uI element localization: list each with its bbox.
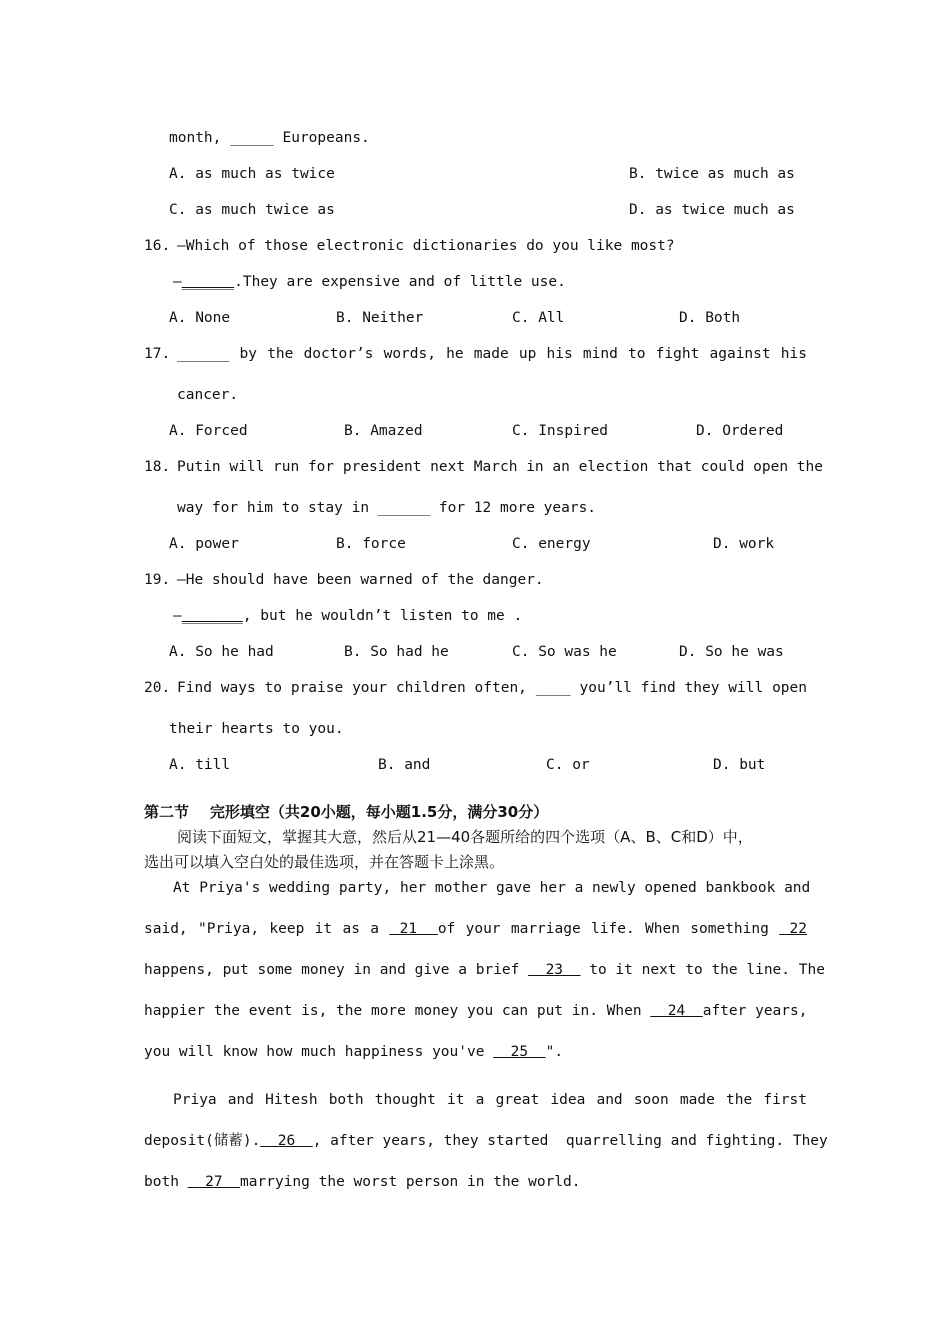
q16-option-b[interactable]: B. Neither [336, 310, 424, 326]
passage-line: happier the event is, the more money you can put in. When 24 after years, [144, 1003, 808, 1019]
q17-number: 17. [144, 346, 171, 362]
passage-line: happens, put some money in and give a brief 23 to it next to the line. The [144, 962, 825, 978]
q18-number: 18. [144, 459, 171, 475]
blank-24: 24 [650, 1003, 703, 1019]
instructions-line-1: 阅读下面短文，掌握其大意，然后从21—40各题所给的四个选项（A、B、C和D）中， [177, 828, 753, 846]
q16-option-c[interactable]: C. All [512, 310, 565, 326]
q19-blank: _______ [181, 608, 243, 624]
q19-option-c[interactable]: C. So was he [512, 644, 617, 660]
passage-line: deposit(储蓄). 26 , after years, they started quarrelling and fighting. They [144, 1133, 828, 1149]
q19-answer-line [173, 606, 522, 626]
q18-option-c[interactable]: C. energy [512, 536, 591, 552]
q19-dash: — [173, 608, 182, 624]
section-heading: 第二节 完形填空（共20小题，每小题1.5分，满分30分） [144, 803, 549, 821]
q15-continuation: month, _____ Europeans. [169, 130, 370, 146]
q19-number: 19. [144, 572, 171, 588]
q16-rest: .They are expensive and of little use. [234, 274, 566, 290]
q17-stem: ______ by the doctor’s words, he made up his mind to fight against his [177, 346, 807, 362]
q20-stem: Find ways to praise your children often, ____ you’ll find they will open [177, 680, 807, 696]
q19-option-a[interactable]: A. So he had [169, 644, 274, 660]
passage-line: both 27 marrying the worst person in the world. [144, 1174, 581, 1190]
q19-option-d[interactable]: D. So he was [679, 644, 784, 660]
q18-option-b[interactable]: B. force [336, 536, 406, 552]
q17-option-d[interactable]: D. Ordered [696, 423, 784, 439]
q20-option-d[interactable]: D. but [713, 757, 766, 773]
blank-23: 23 [528, 962, 581, 978]
passage-line: At Priya's wedding party, her mother gave her a newly opened bankbook and [173, 880, 811, 896]
q16-number: 16. [144, 238, 171, 254]
q20-option-c[interactable]: C. or [546, 757, 590, 773]
q20-number: 20. [144, 680, 171, 696]
q19-option-b[interactable]: B. So had he [344, 644, 449, 660]
q20-continuation: their hearts to you. [169, 721, 344, 737]
q16-stem: —Which of those electronic dictionaries do you like most? [177, 238, 675, 254]
q16-dash: — [173, 274, 182, 290]
q15-option-b[interactable]: B. twice as much as [629, 166, 795, 182]
q16-blank: ______ [181, 274, 235, 290]
q20-option-a[interactable]: A. till [169, 757, 231, 773]
q17-option-a[interactable]: A. Forced [169, 423, 248, 439]
q17-continuation: cancer. [177, 387, 239, 403]
q18-option-d[interactable]: D. work [713, 536, 775, 552]
passage-line: you will know how much happiness you've 25 ". [144, 1044, 564, 1060]
q19-stem: —He should have been warned of the danger. [177, 572, 544, 588]
q18-option-a[interactable]: A. power [169, 536, 239, 552]
q15-option-d[interactable]: D. as twice much as [629, 202, 795, 218]
q16-option-a[interactable]: A. None [169, 310, 231, 326]
q17-option-b[interactable]: B. Amazed [344, 423, 423, 439]
q20-option-b[interactable]: B. and [378, 757, 431, 773]
blank-21: 21 [389, 921, 438, 937]
q18-continuation: way for him to stay in ______ for 12 more years. [177, 500, 597, 516]
q16-option-d[interactable]: D. Both [679, 310, 741, 326]
blank-25: 25 [493, 1044, 546, 1060]
blank-26: 26 [260, 1133, 313, 1149]
q19-rest: , but he wouldn’t listen to me . [242, 608, 523, 624]
instructions-line-2: 选出可以填入空白处的最佳选项，并在答题卡上涂黑。 [144, 853, 505, 871]
blank-27: 27 [187, 1174, 241, 1190]
q18-stem: Putin will run for president next March in an election that could open the [177, 459, 824, 475]
q16-answer-line [173, 272, 566, 292]
blank-22: 22 [779, 921, 807, 937]
q17-option-c[interactable]: C. Inspired [512, 423, 609, 439]
q15-option-c[interactable]: C. as much twice as [169, 202, 335, 218]
passage-line: said, "Priya, keep it as a 21 of your marriage life. When something 22 [144, 921, 807, 937]
passage-line: Priya and Hitesh both thought it a great idea and soon made the first [173, 1092, 807, 1108]
q15-option-a[interactable]: A. as much as twice [169, 166, 335, 182]
